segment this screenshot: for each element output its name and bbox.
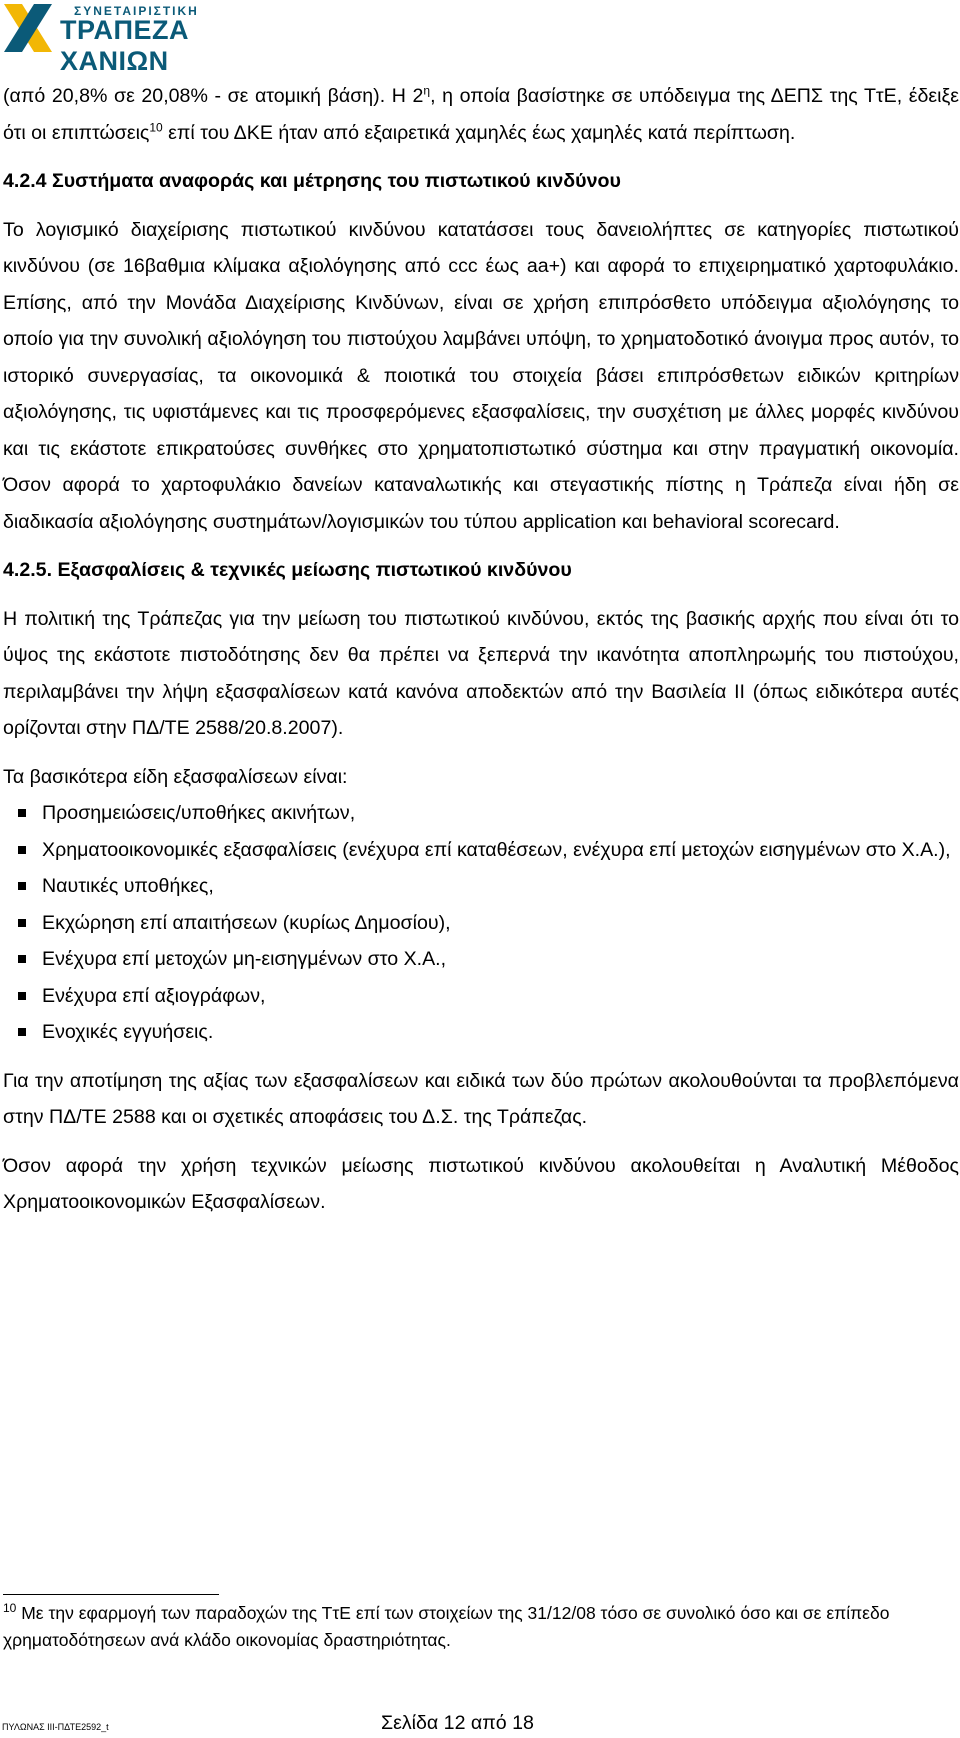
list-item-text: Προσημειώσεις/υποθήκες ακινήτων, (42, 802, 356, 824)
bullet-square-icon (18, 955, 26, 963)
intro-paragraph (3, 78, 959, 151)
bullet-square-icon (18, 882, 26, 890)
list-item-text: Ενέχυρα επί αξιογράφων, (42, 984, 266, 1007)
list-item-text: Χρηματοοικονομικές εξασφαλίσεις (ενέχυρα επί καταθέσεων, ενέχυρα επί μετοχών εισηγμένων στο Χ.Α.), (42, 838, 951, 861)
list-item-text: Ενέχυρα επί μετοχών μη-εισηγμένων στο Χ.Α., (42, 948, 447, 970)
list-item (3, 941, 959, 978)
list-item-text: Ενοχικές εγγυήσεις. (42, 1021, 214, 1043)
footnote-divider (3, 1594, 219, 1595)
footnote-number: 10 (3, 1601, 17, 1616)
list-item (3, 905, 959, 942)
bullet-square-icon (18, 1028, 26, 1036)
valuation-paragraph: Για την αποτίμηση της αξίας των εξασφαλίσεων και ειδικά των δύο πρώτων ακολουθούνται τα προβλεπόμενα στην ΠΔ/ΤΕ 2588 και οι σχετικές αποφάσεις του Δ.Σ. της Τράπεζας. (3, 1069, 959, 1128)
section-4-2-4-body: Το λογισμικό διαχείρισης πιστωτικού κινδύνου κατατάσσει τους δανειολήπτες σε κατηγορίες πιστωτικού κινδύνου (σε 16βαθμια κλίμακα αξιολόγησης από ccc έως aa+) και αφορά το επιχειρηματικό χαρτοφυλάκιο. Επίσης, από την Μονάδα Διαχείρισης Κινδύνων, είναι σε χρήση επιπρόσθετο υπόδειγμα αξιολόγησης το οποίο για την συνολική αξιολόγηση του πιστούχου λαμβάνει υπόψη, το χρηματοδοτικό άνοιγμα προς αυτόν, το ιστορικό συνεργασίας, τα οικονομικά & ποιοτικά του στοιχεία βάσει επιπρόσθετων ειδικών κριτηρίων αξιολόγησης, τις υφιστάμενες και τις προσφερόμενες εξασφαλίσεις, την συσχέτιση με άλλες μορφές κινδύνου και τις εκάστοτε επικρατούσες συνθήκες στο χρηματοπιστωτικό σύστημα και στην πραγματική οικονομία. Όσον αφορά το χαρτοφυλάκιο δανείων καταναλωτικής και στεγαστικής πίστης η Τράπεζα είναι ήδη σε διαδικασία αξιολόγησης συστημάτων/λογισμικών του τύπου application και behavioral scorecard. (3, 218, 959, 533)
list-item (3, 795, 959, 832)
list-item (3, 978, 959, 1015)
ordinal-superscript: η (423, 83, 431, 98)
section-heading-4-2-5: 4.2.5. Εξασφαλίσεις & τεχνικές μείωσης πιστωτικού κινδύνου (3, 559, 572, 581)
intro-text-b: , η οποία βασίστηκε σε υπόδειγμα της ΔΕΠΣ της ΤτΕ, έδειξε ότι οι επιπτώσεις (3, 85, 959, 144)
bullet-square-icon (18, 919, 26, 927)
collateral-list (3, 795, 959, 1051)
footnote-text: Με την εφαρμογή των παραδοχών της ΤτΕ επί των στοιχείων της 31/12/08 τόσο σε συνολικό όσο και σε επίπεδο χρηματοδότησεων ανά κλάδο οικονομίας δραστηριότητας. (3, 1603, 890, 1650)
intro-text-a: (από 20,8% σε 20,08% - σε ατομική βάση). Η 2 (3, 85, 424, 107)
list-item-text: Εκχώρηση επί απαιτήσεων (κυρίως Δημοσίου), (42, 911, 451, 934)
bank-logo (0, 0, 260, 76)
list-item (3, 868, 959, 905)
section-heading-4-2-4: 4.2.4 Συστήματα αναφοράς και μέτρησης του πιστωτικού κινδύνου (3, 170, 621, 192)
footnote (3, 1600, 949, 1654)
logo-title: ΤΡΑΠΕΖΑ ΧΑΝΙΩΝ (60, 15, 189, 76)
bullet-square-icon (18, 809, 26, 817)
intro-text-c: επί του ΔΚΕ ήταν από εξαιρετικά χαμηλές έως χαμηλές κατά περίπτωση. (162, 121, 796, 144)
footnote-ref: 10 (149, 119, 163, 134)
page-number: Σελίδα 12 από 18 (381, 1712, 534, 1734)
bullet-square-icon (18, 992, 26, 1000)
logo-subtitle: ΣΥΝΕΤΑΙΡΙΣΤΙΚΗ (74, 4, 199, 18)
document-body (3, 78, 959, 1221)
crm-technique-paragraph: Όσον αφορά την χρήση τεχνικών μείωσης πιστωτικού κινδύνου ακολουθείται η Αναλυτική Μέθοδος Χρηματοοικονομικών Εξασφαλίσεων. (3, 1154, 959, 1213)
logo-mark-icon (0, 0, 58, 56)
section-4-2-5-body: Η πολιτική της Τράπεζας για την μείωση του πιστωτικού κινδύνου, εκτός της βασικής αρχής που είναι ότι το ύψος της εκάστοτε πιστοδότησης δεν θα πρέπει να ξεπερνά την ικανότητα αποπληρωμής του πιστούχου, περιλαμβάνει την λήψη εξασφαλίσεων κατά κανόνα αποδεκτών από την Βασιλεία ΙΙ (όπως ειδικότερα αυτές ορίζονται στην ΠΔ/ΤΕ 2588/20.8.2007). (3, 607, 959, 739)
document-code: ΠΥΛΩΝΑΣ ΙΙΙ-ΠΔΤΕ2592_t (2, 1722, 109, 1732)
collateral-list-intro: Τα βασικότερα είδη εξασφαλίσεων είναι: (3, 765, 348, 788)
list-item (3, 832, 959, 869)
bullet-square-icon (18, 846, 26, 854)
list-item (3, 1014, 959, 1051)
list-item-text: Ναυτικές υποθήκες, (42, 875, 214, 897)
